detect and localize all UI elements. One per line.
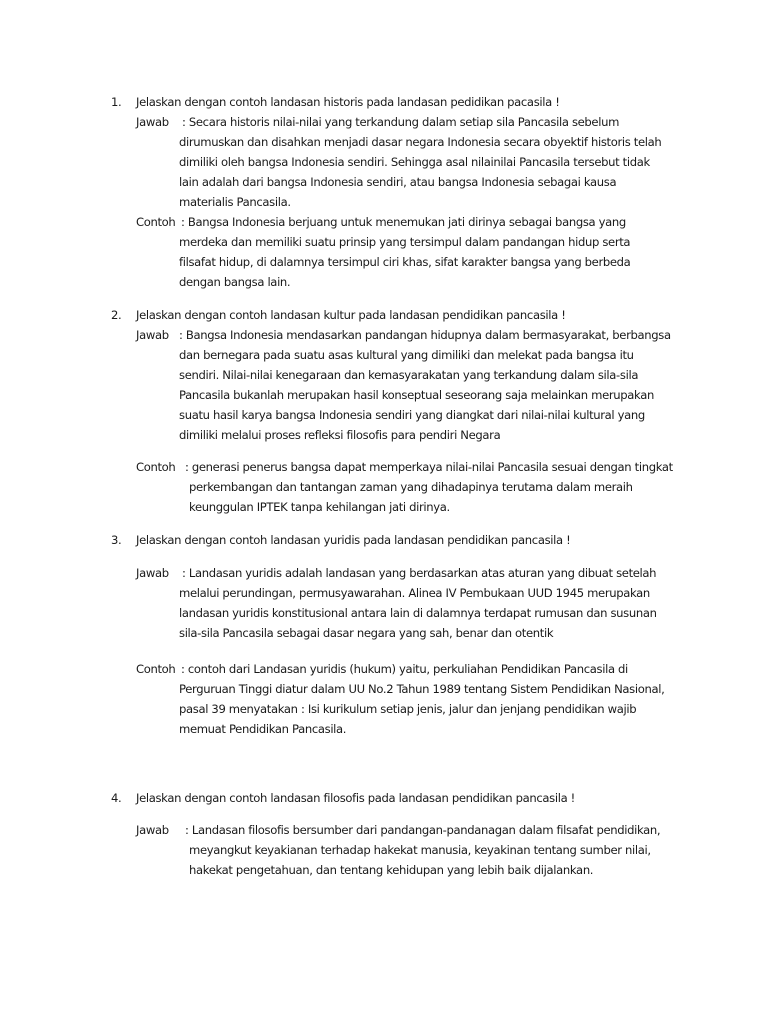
- answer-line: sendiri. Nilai-nilai kenegaraan dan kemasyarakatan yang terkandung dalam sila-sila: [179, 368, 639, 382]
- question-number: 1.: [111, 95, 122, 109]
- answer-line: Pancasila bukanlah merupakan hasil konseptual seseorang saja melainkan merupakan: [179, 388, 654, 402]
- jawab-label: Jawab: [136, 823, 169, 837]
- question-text: Jelaskan dengan contoh landasan kultur pada landasan pendidikan pancasila !: [136, 308, 566, 322]
- example-line: pasal 39 menyatakan : Isi kurikulum setiap jenis, jalur dan jenjang pendidikan wajib: [179, 702, 637, 716]
- answer-line: : Bangsa Indonesia mendasarkan pandangan hidupnya dalam bermasyarakat, berbangsa: [179, 328, 671, 342]
- answer-line: : Landasan filosofis bersumber dari pandangan-pandanagan dalam filsafat pendidikan,: [185, 823, 661, 837]
- question-number: 2.: [111, 308, 122, 322]
- example-line: filsafat hidup, di dalamnya tersimpul ciri khas, sifat karakter bangsa yang berbeda: [179, 255, 631, 269]
- contoh-label: Contoh: [136, 460, 176, 474]
- example-line: merdeka dan memiliki suatu prinsip yang tersimpul dalam pandangan hidup serta: [179, 235, 631, 249]
- contoh-label: Contoh: [136, 215, 176, 229]
- answer-line: hakekat pengetahuan, dan tentang kehidupan yang lebih baik dijalankan.: [189, 863, 594, 877]
- answer-line: : Landasan yuridis adalah landasan yang berdasarkan atas aturan yang dibuat setelah: [182, 566, 657, 580]
- example-line: perkembangan dan tantangan zaman yang dihadapinya terutama dalam meraih: [189, 480, 633, 494]
- example-line: : Bangsa Indonesia berjuang untuk menemukan jati dirinya sebagai bangsa yang: [181, 215, 626, 229]
- question-number: 4.: [111, 791, 122, 805]
- answer-line: meyangkut keyakianan terhadap hakekat manusia, keyakinan tentang sumber nilai,: [189, 843, 651, 857]
- answer-line: dirumuskan dan disahkan menjadi dasar negara Indonesia secara obyektif historis telah: [179, 135, 662, 149]
- example-line: : generasi penerus bangsa dapat memperkaya nilai-nilai Pancasila sesuai dengan tingkat: [185, 460, 673, 474]
- question-text: Jelaskan dengan contoh landasan yuridis pada landasan pendidikan pancasila !: [136, 533, 571, 547]
- contoh-label: Contoh: [136, 662, 176, 676]
- answer-line: dan bernegara pada suatu asas kultural yang dimiliki dan melekat pada bangsa itu: [179, 348, 634, 362]
- example-line: dengan bangsa lain.: [179, 275, 291, 289]
- answer-line: suatu hasil karya bangsa Indonesia sendiri yang diangkat dari nilai-nilai kultural yang: [179, 408, 645, 422]
- question-text: Jelaskan dengan contoh landasan filosofis pada landasan pendidikan pancasila !: [136, 791, 575, 805]
- example-line: : contoh dari Landasan yuridis (hukum) yaitu, perkuliahan Pendidikan Pancasila di: [181, 662, 628, 676]
- answer-line: : Secara historis nilai-nilai yang terkandung dalam setiap sila Pancasila sebelum: [182, 115, 620, 129]
- example-line: memuat Pendidikan Pancasila.: [179, 722, 347, 736]
- question-text: Jelaskan dengan contoh landasan historis pada landasan pedidikan pacasila !: [136, 95, 560, 109]
- jawab-label: Jawab: [136, 115, 169, 129]
- answer-line: lain adalah dari bangsa Indonesia sendiri, atau bangsa Indonesia sebagai kausa: [179, 175, 617, 189]
- answer-line: landasan yuridis konstitusional antara lain di dalamnya terdapat rumusan dan susunan: [179, 606, 657, 620]
- answer-line: sila-sila Pancasila sebagai dasar negara yang sah, benar dan otentik: [179, 626, 554, 640]
- jawab-label: Jawab: [136, 566, 169, 580]
- answer-line: dimiliki melalui proses refleksi filosofis para pendiri Negara: [179, 428, 501, 442]
- answer-line: dimiliki oleh bangsa Indonesia sendiri. Sehingga asal nilainilai Pancasila tersebut tidak: [179, 155, 650, 169]
- question-number: 3.: [111, 533, 122, 547]
- example-line: Perguruan Tinggi diatur dalam UU No.2 Tahun 1989 tentang Sistem Pendidikan Nasional,: [179, 682, 665, 696]
- example-line: keunggulan IPTEK tanpa kehilangan jati dirinya.: [189, 500, 450, 514]
- jawab-label: Jawab: [136, 328, 169, 342]
- answer-line: melalui perundingan, permusyawarahan. Alinea IV Pembukaan UUD 1945 merupakan: [179, 586, 650, 600]
- answer-line: materialis Pancasila.: [179, 195, 291, 209]
